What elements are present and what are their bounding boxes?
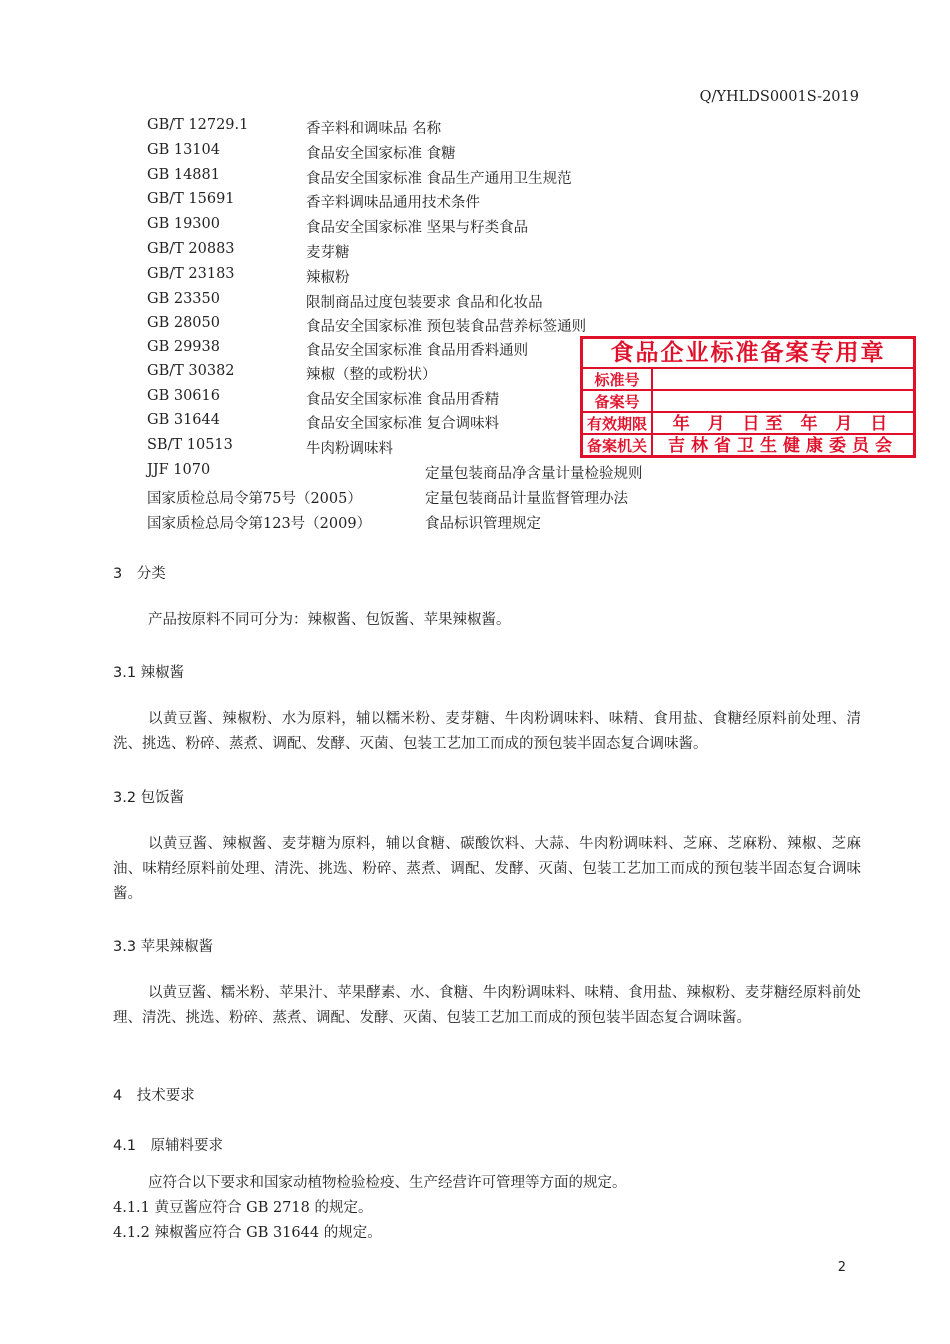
reference-title: 食品安全国家标准 食糖 [306, 146, 456, 162]
reference-code: GB 14881 [147, 167, 220, 183]
section-3-1-text: 以黄豆酱、辣椒粉、水为原料，辅以糯米粉、麦芽糖、牛肉粉调味料、味精、食用盐、食糖经原料前处理、清洗、挑选、粉碎、蒸煮、调配、发酵、灭菌、包装工艺加工而成的预包装半固态复合调味酱。 [113, 711, 861, 752]
stamp-authority-label: 备案机关 [583, 435, 653, 457]
reference-title: 食品标识管理规定 [425, 516, 541, 532]
reference-code: GB 28050 [147, 315, 220, 331]
reference-title: 食品安全国家标准 坚果与籽类食品 [306, 220, 529, 236]
reference-title: 食品安全国家标准 食品用香料通则 [306, 343, 529, 359]
reference-code: SB/T 10513 [147, 437, 233, 453]
reference-code: GB 23350 [147, 291, 220, 307]
reference-title: 食品安全国家标准 食品用香精 [306, 392, 500, 408]
section-3-2-text: 以黄豆酱、辣椒酱、麦芽糖为原料，辅以食糖、碳酸饮料、大蒜、牛肉粉调味料、芝麻、芝麻粉、辣椒、芝麻油、味精经原料前处理、清洗、挑选、粉碎、蒸煮、调配、发酵、灭菌、包装工艺加工而成的预包装半固态复合调味酱。 [113, 836, 861, 902]
registration-stamp [580, 336, 916, 458]
section-3-2-heading: 3.2 包饭酱 [113, 790, 185, 806]
reference-code: 国家质检总局令第75号（2005） [147, 491, 362, 507]
reference-code: GB 13104 [147, 142, 220, 158]
reference-code: 国家质检总局令第123号（2009） [147, 516, 372, 532]
reference-title: 香辛料和调味品 名称 [306, 121, 442, 137]
stamp-validity-label: 有效期限 [583, 413, 653, 435]
reference-code: GB/T 30382 [147, 363, 235, 379]
stamp-reg-no: 备案号 [583, 391, 653, 413]
reference-code: GB/T 23183 [147, 266, 235, 282]
reference-title: 定量包装商品净含量计量检验规则 [425, 466, 643, 482]
reference-code: JJF 1070 [147, 462, 211, 478]
reference-title: 辣椒（整的或粉状） [306, 367, 437, 383]
section-3-3-text: 以黄豆酱、糯米粉、苹果汁、苹果酵素、水、食糖、牛肉粉调味料、味精、食用盐、辣椒粉、麦芽糖经原料前处理、清洗、挑选、粉碎、蒸煮、调配、发酵、灭菌、包装工艺加工而成的预包装半固态复合调味酱。 [113, 985, 861, 1026]
reference-code: GB/T 20883 [147, 241, 235, 257]
clause-4-1-1: 4.1.1 黄豆酱应符合 GB 2718 的规定。 [113, 1200, 373, 1216]
stamp-std-no-value [653, 369, 913, 391]
section-4-heading: 4 技术要求 [113, 1088, 195, 1104]
section-3-3-heading: 3.3 苹果辣椒酱 [113, 939, 214, 955]
document-code: Q/YHLDS0001S-2019 [699, 89, 859, 105]
section-4-1-text: 应符合以下要求和国家动植物检验检疫、生产经营许可管理等方面的规定。 [148, 1175, 627, 1191]
reference-title: 食品安全国家标准 食品生产通用卫生规范 [306, 171, 572, 187]
reference-title: 辣椒粉 [306, 270, 350, 286]
section-3-heading: 3 分类 [113, 566, 166, 582]
stamp-authority-value: 吉林省卫生健康委员会 [668, 436, 898, 456]
reference-code: GB/T 12729.1 [147, 117, 249, 133]
section-3-1-heading: 3.1 辣椒酱 [113, 665, 185, 681]
stamp-title: 食品企业标准备案专用章 [610, 340, 886, 366]
reference-title: 食品安全国家标准 复合调味料 [306, 416, 500, 432]
reference-title: 麦芽糖 [306, 245, 350, 261]
reference-title: 限制商品过度包装要求 食品和化妆品 [306, 295, 543, 311]
reference-code: GB 31644 [147, 412, 220, 428]
clause-4-1-2: 4.1.2 辣椒酱应符合 GB 31644 的规定。 [113, 1225, 382, 1241]
reference-code: GB 19300 [147, 216, 220, 232]
stamp-reg-no-value [653, 391, 913, 413]
stamp-std-no: 标准号 [583, 369, 653, 391]
reference-title: 食品安全国家标准 预包装食品营养标签通则 [306, 319, 587, 335]
reference-title: 定量包装商品计量监督管理办法 [425, 491, 628, 507]
section-4-1-heading: 4.1 原辅料要求 [113, 1138, 224, 1154]
reference-code: GB 29938 [147, 339, 220, 355]
reference-title: 香辛料调味品通用技术条件 [306, 195, 480, 211]
reference-code: GB/T 15691 [147, 191, 235, 207]
reference-title: 牛肉粉调味料 [306, 441, 393, 457]
section-3-text: 产品按原料不同可分为：辣椒酱、包饭酱、苹果辣椒酱。 [148, 612, 511, 628]
page-number: 2 [837, 1260, 846, 1275]
stamp-validity-value: 年 月 日至 年 月 日 [672, 414, 894, 434]
reference-code: GB 30616 [147, 388, 220, 404]
